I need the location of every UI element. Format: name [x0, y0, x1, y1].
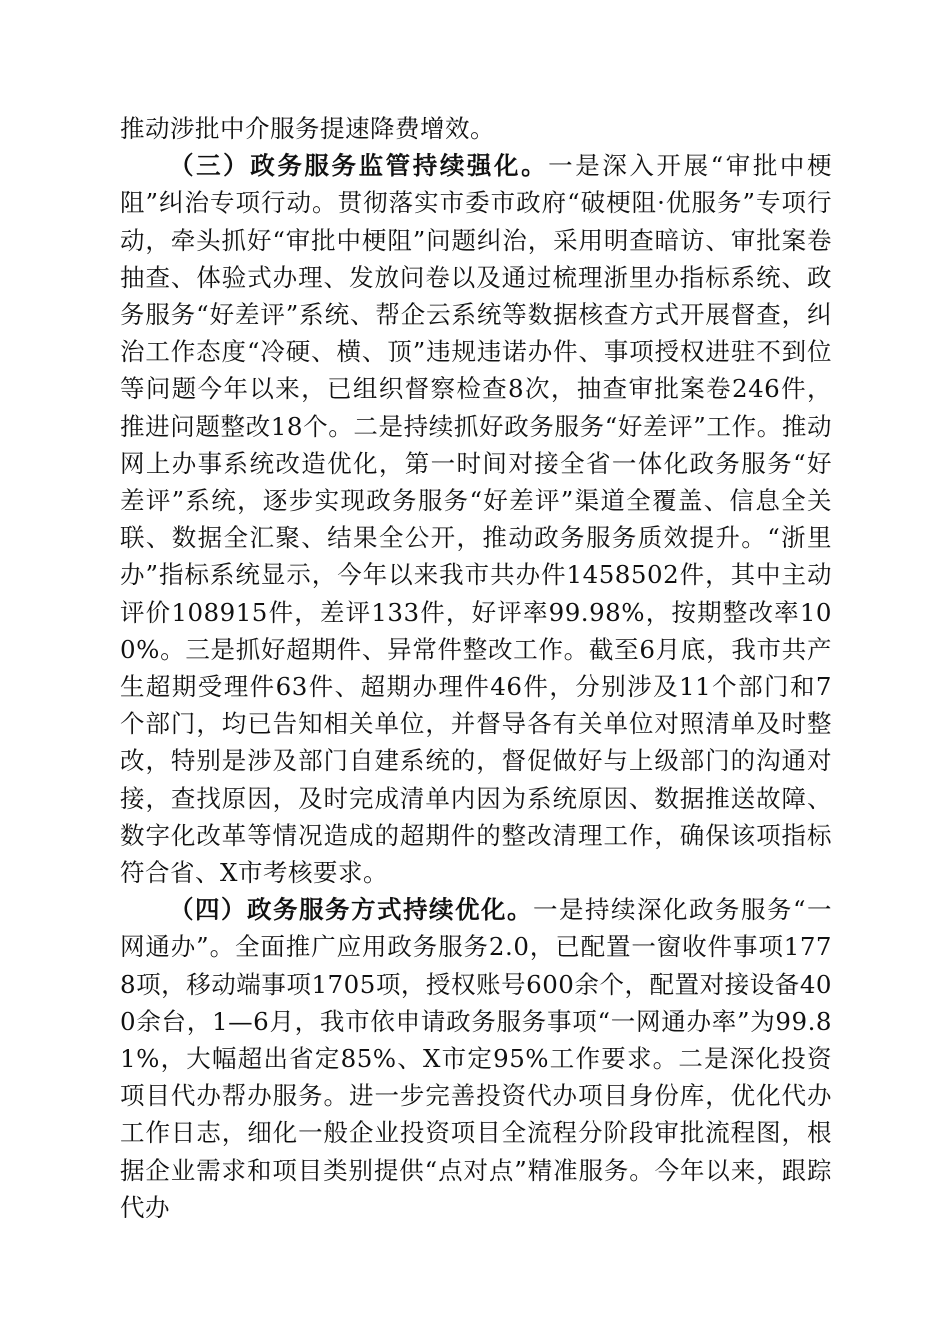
paragraph-text: 一是深入开展“审批中梗阻”纠治专项行动。贯彻落实市委市政府“破梗阻·优服务”专项行动，牵头抓好“审批中梗阻”问题纠治，采用明查暗访、审批案卷抽查、体验式办理、发放问卷以及通过梳理浙里办指标系统、政务服务“好差评”系统、帮企云系统等数据核查方式开展督查，纠治工作态度“冷硬、横、顶”违规违诺办件、事项授权进驻不到位等问题今年以来，已组织督察检查8次，抽查审批案卷246件，推进问题整改18个。二是持续抓好政务服务“好差评”工作。推动网上办事系统改造优化，第一时间对接全省一体化政务服务“好差评”系统，逐步实现政务服务“好差评”渠道全覆盖、信息全关联、数据全汇聚、结果全公开，推动政务服务质效提升。“浙里办”指标系统显示，今年以来我市共办件1458502件，其中主动评价108915件，差评133件，好评率99.98%，按期整改率100%。三是抓好超期件、异常件整改工作。截至6月底，我市共产生超期受理件63件、超期办理件46件，分别涉及11个部门和7个部门，均已告知相关单位，并督导各有关单位对照清单及时整改，特别是涉及部门自建系统的，督促做好与上级部门的沟通对接，查找原因，及时完成清单内因为系统原因、数据推送故障、数字化改革等情况造成的超期件的整改清理工作，确保该项指标符合省、X市考核要求。	[120, 151, 833, 888]
document-body	[120, 110, 832, 1226]
section-heading: （三）政务服务监管持续强化。	[169, 151, 549, 181]
paragraph-text: 一是持续深化政务服务“一网通办”。全面推广应用政务服务2.0，已配置一窗收件事项1778项，移动端事项1705项，授权账号600余个，配置对接设备400余台，1—6月，我市依申请政务服务事项“一网通办率”为99.81%，大幅超出省定85%、X市定95%工作要求。二是深化投资项目代办帮办服务。进一步完善投资代办项目身份库，优化代办工作日志，细化一般企业投资项目全流程分阶段审批流程图，根据企业需求和项目类别提供“点对点”精准服务。今年以来，跟踪代办	[120, 895, 832, 1222]
paragraph-section-three	[120, 147, 832, 891]
paragraph-section-four	[120, 891, 832, 1226]
paragraph-continuation	[120, 110, 832, 147]
paragraph-text: 推动涉批中介服务提速降费增效。	[120, 114, 495, 143]
section-heading: （四）政务服务方式持续优化。	[169, 895, 533, 925]
